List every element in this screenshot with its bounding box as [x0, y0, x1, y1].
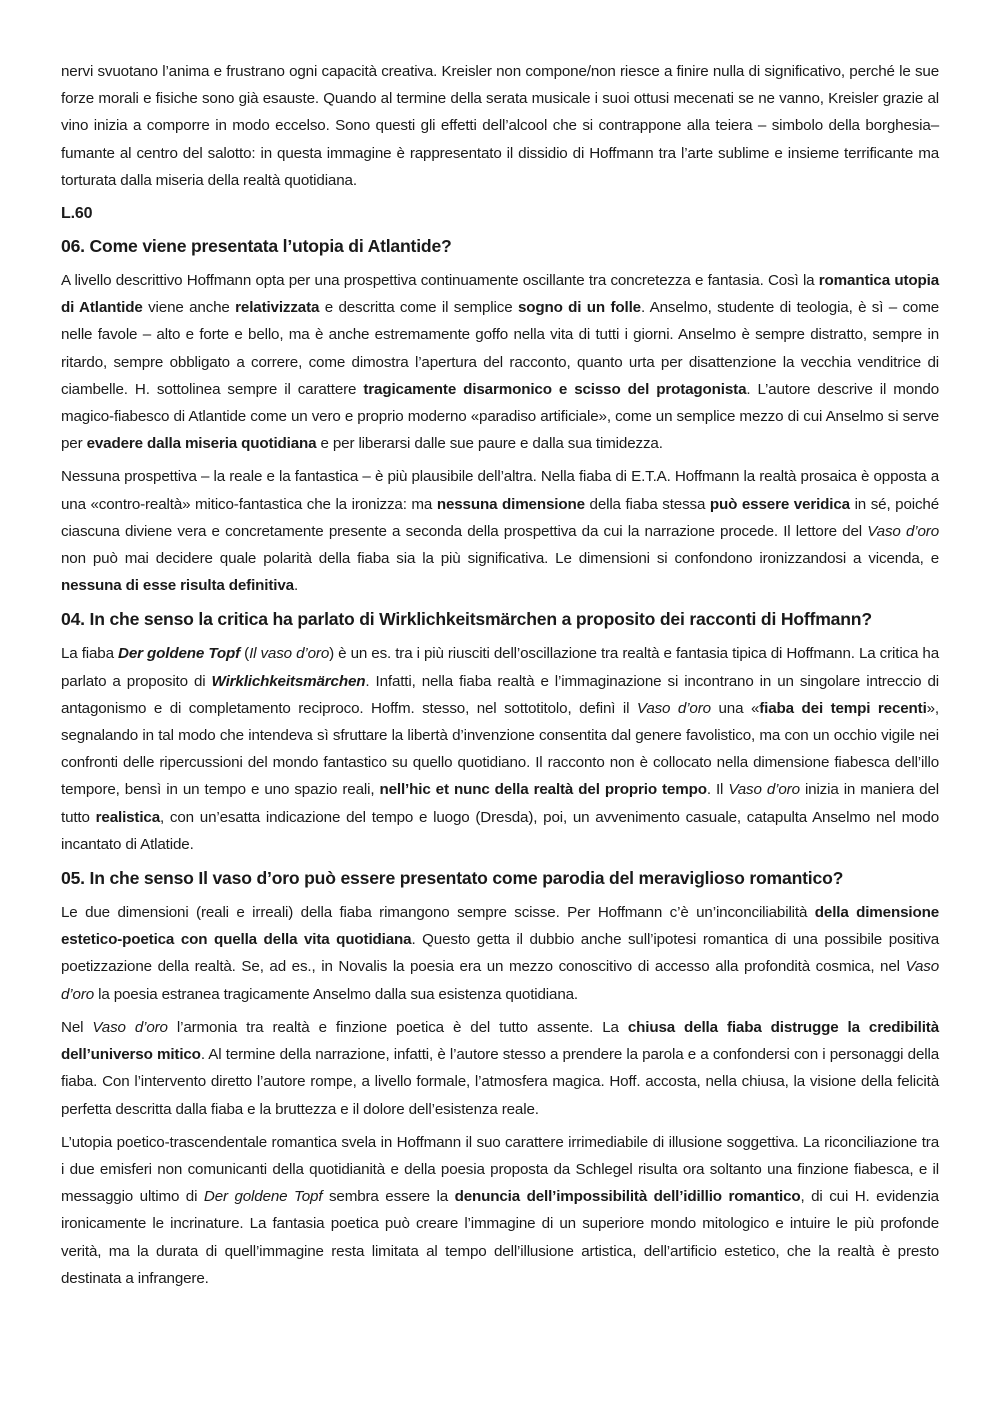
text-run: . — [293, 577, 299, 595]
text-run: nervi svuotano l’anima e frustrano ogni capacità creativa. Kreisler non compone/non riesce a finire nulla di significativo, perché le sue forze morali e fisiche sono già esauste. Quando al termine della serata musicale i suoi ottusi mecenati se ne vanno, Kreisler grazie al vino inizia a comporre in modo eccelso. Sono questi gli effetti dell’alcool che si contrappone alla teiera – simbolo della borghesia– fumante al centro del salotto: in questa immagine è rappresentato il dissidio di Hoffmann tra l’arte sublime e insieme terrificante ma torturata dalla miseria della realtà quotidiana. — [61, 63, 939, 189]
emphasis-run: Der goldene Topf — [203, 1188, 323, 1206]
paragraph-atlantide-2 — [61, 463, 939, 599]
text-run: viene anche — [142, 299, 236, 317]
text-run: , di cui H. evidenzia ironicamente le incrinature. La fantasia poetica può creare l’immagine di un superiore mondo mitologico e intuire le più profonde verità, ma la durata di quell’immagine resta limitata al tempo dell’illusione artistica, dell’artificio estetico, che la realtà è presto destinata a infrangere. — [61, 1188, 939, 1287]
text-run: una « — [710, 699, 760, 717]
emphasis-run: nessuna dimensione — [436, 495, 585, 513]
emphasis-run: Vaso d’oro — [61, 958, 939, 1003]
paragraph-parodia-3 — [61, 1129, 939, 1292]
section-code: L.60 — [61, 205, 93, 223]
text-run: . Il — [706, 781, 729, 799]
text-run: inizia in maniera del tutto — [61, 781, 939, 826]
emphasis-run: fiaba dei tempi recenti — [759, 699, 927, 717]
emphasis-run: relativizzata — [235, 299, 320, 317]
text-run: sembra essere la — [322, 1188, 455, 1206]
paragraph-atlantide-1 — [61, 267, 939, 457]
text-run: », segnalando in tal modo che intendeva sì sfruttare la libertà d’invenzione consentita dal genere favolistico, ma con un occhio vigile nei confronti delle ripercussioni del mondo fantastico su quello quotidiano. Il racconto non è collocato nella dimensione fiabesca dell’illo tempore, bensì in un tempo e uno spazio reali, — [61, 699, 940, 799]
emphasis-run: denuncia dell’impossibilità dell’idillio romantico — [454, 1188, 801, 1206]
paragraph-parodia-1 — [61, 899, 939, 1008]
emphasis-run: Vaso d’oro — [728, 781, 800, 799]
paragraph-wirklichkeitsmaerchen — [61, 640, 939, 858]
text-run: Nessuna prospettiva – la reale e la fantastica – è più plausibile dell’altra. Nella fiaba di E.T.A. Hoffmann la realtà prosaica è opposta a una «contro-realtà» mitico-fantastica che la ironizza: ma — [61, 468, 939, 513]
text-run: A livello descrittivo Hoffmann opta per una prospettiva continuamente oscillante tra concretezza e fantasia. Così la — [61, 272, 819, 290]
document-page — [61, 58, 939, 1298]
heading-question-04: 04. In che senso la critica ha parlato di Wirklichkeitsmärchen a proposito dei racconti di Hoffmann? — [61, 609, 872, 630]
emphasis-run: nessuna di esse risulta definitiva — [61, 577, 294, 595]
paragraph-parodia-2 — [61, 1014, 939, 1123]
emphasis-run: Il vaso d’oro — [249, 645, 330, 663]
emphasis-run: della dimensione estetico-poetica con quella della vita quotidiana — [61, 904, 940, 949]
emphasis-run: tragicamente disarmonico e scisso del protagonista — [363, 380, 747, 398]
paragraph-kreisler — [61, 58, 939, 194]
text-run: in sé, poiché ciascuna diviene vera e concretamente presente a seconda della prospettiva da cui la narrazione procede. Il lettore del — [61, 495, 939, 540]
emphasis-run: Vaso d’oro — [867, 522, 939, 540]
emphasis-run: Der goldene Topf — [118, 645, 241, 663]
text-run: . Anselmo, studente di teologia, è sì – come nelle favole – alto e forte e bello, ma è anche estremamente goffo nella vita di tutti i giorni. Anselmo è sempre distratto, sempre in ritardo, sempre obbligato a correre, come dimostra l’apertura del racconto, quanto urta per disattenzione la vecchia venditrice di ciambelle. H. sottolinea sempre il carattere — [61, 299, 940, 398]
emphasis-run: Vaso d’oro — [92, 1018, 168, 1036]
text-run: . Infatti, nella fiaba realtà e l’immaginazione si incontrano in un singolare intreccio di antagonismo e di completamento reciproco. Hoffm. stesso, nel sottotitolo, definì il — [61, 672, 939, 717]
text-run: ( — [240, 645, 250, 663]
text-run: e per liberarsi dalle sue paure e dalla sua timidezza. — [316, 435, 663, 453]
text-run: e descritta come il semplice — [319, 299, 518, 317]
emphasis-run: romantica utopia di Atlantide — [61, 272, 939, 317]
text-run: della fiaba stessa — [584, 495, 710, 513]
emphasis-run: Vaso d’oro — [636, 699, 711, 717]
text-run: Nel — [61, 1018, 93, 1036]
emphasis-run: sogno di un folle — [517, 299, 641, 317]
text-run: Le due dimensioni (reali e irreali) della fiaba rimangono sempre scisse. Per Hoffmann c’è un’inconciliabilità — [61, 904, 815, 922]
text-run: La fiaba — [61, 645, 119, 663]
emphasis-run: realistica — [95, 808, 161, 826]
emphasis-run: chiusa della fiaba distrugge la credibilità dell’universo mitico — [61, 1018, 939, 1064]
text-run: . L’autore descrive il mondo magico-fiabesco di Atlantide come un vero e proprio moderno «paradiso artificiale», come un semplice mezzo di cui Anselmo si serve per — [61, 380, 939, 453]
heading-question-06: 06. Come viene presentata l’utopia di Atlantide? — [61, 236, 452, 257]
text-run: non può mai decidere quale polarità della fiaba sia la più significativa. Le dimensioni si confondono ironizzandosi a vicenda, e — [61, 550, 939, 568]
text-run: la poesia estranea tragicamente Anselmo dalla sua esistenza quotidiana. — [94, 985, 578, 1003]
text-run: . Questo getta il dubbio anche sull’ipotesi romantica di una possibile positiva poetizzazione della realtà. Se, ad es., in Novalis la poesia era un mezzo conoscitivo di accesso alla profondità cosmica, nel — [61, 931, 939, 976]
emphasis-run: nell’hic et nunc della realtà del proprio tempo — [379, 781, 707, 799]
text-run: , con un’esatta indicazione del tempo e luogo (Dresda), poi, un avvenimento casuale, catapulta Anselmo nel modo incantato di Atlatide. — [61, 808, 939, 853]
emphasis-run: può essere veridica — [709, 495, 850, 513]
text-run: L’utopia poetico-trascendentale romantica svela in Hoffmann il suo carattere irrimediabile di illusione soggettiva. La riconciliazione tra i due emisferi non comunicanti della quotidianità e della poesia proposta da Schlegel risulta ora soltanto una finzione fiabesca, e il messaggio ultimo di — [61, 1133, 939, 1206]
emphasis-run: evadere dalla miseria quotidiana — [86, 435, 317, 453]
text-run: . Al termine della narrazione, infatti, è l’autore stesso a prendere la parola e a confondersi con i personaggi della fiaba. Con l’intervento diretto l’autore rompe, a livello formale, l’atmosfera magica. Hoff. accosta, nella chiusa, la visione della felicità perfetta descritta dalla fiaba e la bruttezza e il dolore dell’esistenza reale. — [61, 1046, 939, 1118]
text-run: ) è un es. tra i più riusciti dell’oscillazione tra realtà e fantasia tipica di Hoffmann. La critica ha parlato a proposito di — [61, 645, 939, 690]
text-run: l’armonia tra realtà e finzione poetica è del tutto assente. La — [167, 1018, 628, 1036]
emphasis-run: Wirklichkeitsmärchen — [211, 672, 366, 690]
heading-question-05: 05. In che senso Il vaso d’oro può essere presentato come parodia del meraviglioso romantico? — [61, 868, 844, 889]
